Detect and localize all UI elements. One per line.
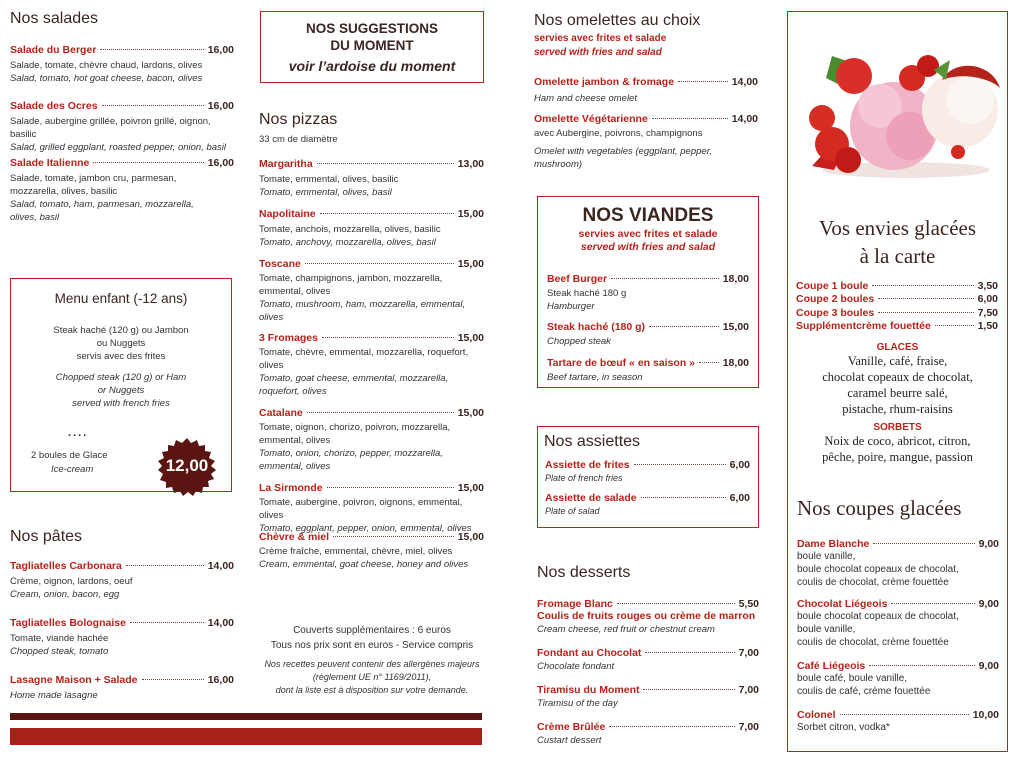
item-name: 3 Fromages bbox=[259, 332, 318, 344]
item-name: Assiette de frites bbox=[545, 459, 630, 471]
footer-allergens: Nos recettes peuvent contenir des allergènes majeurs bbox=[264, 659, 480, 669]
desserts-title: Nos desserts bbox=[537, 564, 631, 581]
item-price: 14,00 bbox=[731, 76, 758, 88]
menu-enfant-dessert: 2 boules de Glace bbox=[31, 450, 108, 461]
item-price: 15,00 bbox=[457, 531, 484, 543]
item-desc-en: Chopped steak bbox=[547, 336, 611, 347]
creme-brulee bbox=[537, 721, 759, 747]
suggestions-box bbox=[260, 11, 484, 83]
item-name: Toscane bbox=[259, 258, 301, 270]
item-desc: coulis de chocolat, crème fouettée bbox=[797, 577, 949, 588]
item-desc-en: Ham and cheese omelet bbox=[534, 93, 637, 104]
footer-line: Couverts supplémentaires : 6 euros bbox=[293, 625, 451, 636]
price-badge-value: 12,00 bbox=[165, 456, 209, 475]
item-desc: mozzarella, olives, basilic bbox=[10, 186, 118, 197]
fromage-blanc bbox=[537, 598, 759, 636]
item-desc: boule vanille, bbox=[797, 624, 856, 635]
item-price: 7,50 bbox=[977, 307, 998, 319]
menu-enfant-dots: .... bbox=[68, 427, 89, 439]
pizza-chevre-miel bbox=[259, 531, 484, 571]
tiramisu bbox=[537, 684, 759, 710]
viandes-box bbox=[537, 196, 759, 388]
pizzas-title: Nos pizzas bbox=[259, 111, 338, 128]
item-price: 15,00 bbox=[457, 208, 484, 220]
item-name: Lasagne Maison + Salade bbox=[10, 674, 138, 686]
pizza-3-fromages bbox=[259, 332, 484, 398]
menu-enfant-line: Steak haché (120 g) ou Jambon bbox=[53, 325, 189, 336]
item-desc-en: emmental, olives bbox=[259, 461, 331, 472]
item-desc: emmental, olives bbox=[259, 435, 331, 446]
item-name: Omelette jambon & fromage bbox=[534, 76, 675, 88]
item-price: 7,00 bbox=[738, 684, 759, 696]
item-desc-en: olives, basil bbox=[10, 212, 60, 223]
item-name: Fondant au Chocolat bbox=[537, 647, 642, 659]
item-desc-en: Salad, tomato, hot goat cheese, bacon, olives bbox=[10, 73, 203, 84]
item-desc-en: Tomato, goat cheese, emmental, mozzarella, bbox=[259, 373, 449, 384]
pizza-la-sirmonde bbox=[259, 482, 484, 535]
item-desc-en: Beef tartare, in season bbox=[547, 372, 643, 383]
pizza-catalane bbox=[259, 407, 484, 473]
item-desc-en: Hamburger bbox=[547, 301, 595, 312]
menu-enfant-box bbox=[10, 278, 232, 492]
salade-italienne bbox=[10, 157, 234, 224]
item-desc-en: Chocolate fondant bbox=[537, 661, 615, 672]
item-price: 5,50 bbox=[738, 598, 759, 610]
item-desc: olives bbox=[259, 360, 284, 371]
item-desc-en: Cream, emmental, goat cheese, honey and olives bbox=[259, 559, 469, 570]
glaces-title: Vos envies glacées bbox=[818, 216, 977, 240]
item-price: 14,00 bbox=[731, 113, 758, 125]
item-price: 6,00 bbox=[729, 459, 750, 471]
tartare-boeuf bbox=[547, 357, 749, 384]
dame-blanche bbox=[797, 538, 999, 589]
suggestions-title: NOS SUGGESTIONS bbox=[305, 21, 439, 36]
item-desc-en: Chopped steak, tomato bbox=[10, 646, 109, 657]
item-desc: boule vanille, bbox=[797, 551, 856, 562]
chocolat-liegeois bbox=[797, 598, 999, 649]
item-name: Tagliatelles Carbonara bbox=[10, 560, 122, 572]
item-desc: Tomate, oignon, chorizo, poivron, mozzarella, bbox=[259, 422, 451, 433]
item-price: 18,00 bbox=[722, 357, 749, 369]
tagliatelles-bolognaise bbox=[10, 617, 234, 658]
menu-enfant-en: Chopped steak (120 g) or Ham bbox=[55, 372, 187, 383]
item-name: Crème Brûlée bbox=[537, 721, 606, 733]
footer-allergens: (règlement UE n° 1169/2011), bbox=[312, 672, 432, 682]
item-name: Fromage Blanc bbox=[537, 598, 613, 610]
flavour-line: Vanille, café, fraise, bbox=[847, 354, 948, 368]
item-name: La Sirmonde bbox=[259, 482, 323, 494]
sorbet-line: pêche, poire, mangue, passion bbox=[822, 450, 973, 464]
item-price: 16,00 bbox=[207, 674, 234, 686]
omelettes-subtitle: servies avec frites et salade bbox=[534, 33, 667, 44]
supplement-creme bbox=[796, 320, 998, 332]
item-desc-en: Plate of salad bbox=[545, 506, 600, 516]
item-price: 15,00 bbox=[722, 321, 749, 333]
tagliatelles-carbonara bbox=[10, 560, 234, 601]
item-desc: Tomate, chèvre, emmental, mozzarella, roquefort, bbox=[259, 347, 469, 358]
item-price: 13,00 bbox=[457, 158, 484, 170]
menu-enfant-title: Menu enfant (-12 ans) bbox=[54, 291, 188, 306]
item-desc: Sorbet citron, vodka* bbox=[797, 722, 890, 733]
footer-notes bbox=[246, 624, 498, 697]
item-desc: Tomate, anchois, mozzarella, olives, basilic bbox=[259, 224, 441, 235]
item-price: 15,00 bbox=[457, 407, 484, 419]
item-price: 7,00 bbox=[738, 721, 759, 733]
steak-hache bbox=[547, 321, 749, 348]
item-name: Coulis de fruits rouges ou crème de marron bbox=[537, 610, 756, 622]
item-name: Assiette de salade bbox=[545, 492, 637, 504]
salades-title: Nos salades bbox=[10, 10, 99, 27]
sorbet-line: Noix de coco, abricot, citron, bbox=[824, 434, 971, 448]
pizza-napolitaine bbox=[259, 208, 484, 249]
omelette-jambon-fromage bbox=[534, 76, 758, 105]
item-price: 14,00 bbox=[207, 560, 234, 572]
item-desc-en: Omelet with vegetables (eggplant, pepper, bbox=[534, 146, 712, 157]
item-price: 7,00 bbox=[738, 647, 759, 659]
item-desc-en: roquefort, olives bbox=[259, 386, 327, 397]
item-price: 9,00 bbox=[978, 538, 999, 550]
item-desc-en: Tomato, emmental, olives, basil bbox=[259, 187, 392, 198]
assiette-frites bbox=[545, 459, 750, 485]
item-desc-en: Cream, onion, bacon, egg bbox=[10, 589, 120, 600]
item-desc: Salade, aubergine grillée, poivron grillé, oignon, basilic bbox=[10, 116, 211, 140]
item-price: 14,00 bbox=[207, 617, 234, 629]
item-name: Salade des Ocres bbox=[10, 100, 98, 112]
item-desc: Crème, oignon, lardons, oeuf bbox=[10, 576, 133, 587]
item-name: Margaritha bbox=[259, 158, 313, 170]
item-desc-en: Tomato, anchovy, mozzarella, olives, basil bbox=[259, 237, 436, 248]
item-desc: Steak haché 180 g bbox=[547, 288, 627, 299]
item-price: 15,00 bbox=[457, 332, 484, 344]
footer-line: Tous nos prix sont en euros - Service compris bbox=[270, 640, 474, 651]
item-name: Omelette Végétarienne bbox=[534, 113, 648, 125]
glaces-title: à la carte bbox=[859, 244, 936, 268]
item-desc: Tomate, champignons, jambon, mozzarella, bbox=[259, 273, 443, 284]
viandes-subtitle: servies avec frites et salade bbox=[578, 228, 718, 240]
item-name: Chocolat Liégeois bbox=[797, 598, 888, 610]
sorbets-label: SORBETS bbox=[873, 422, 922, 433]
item-desc: coulis de café, crème fouettée bbox=[797, 686, 931, 697]
omelette-vegetarienne bbox=[534, 113, 758, 171]
item-desc-en: mushroom) bbox=[534, 159, 583, 170]
footer-allergens: dont la liste est à disposition sur votre demande. bbox=[275, 685, 469, 695]
assiette-salade bbox=[545, 492, 750, 518]
menu-enfant-en: served with french fries bbox=[72, 398, 170, 409]
item-name: Dame Blanche bbox=[797, 538, 870, 550]
item-name: Coupe 1 boule bbox=[796, 280, 869, 292]
pizzas-subtitle: 33 cm de diamètre bbox=[259, 134, 338, 145]
item-name: Napolitaine bbox=[259, 208, 316, 220]
item-desc: boule chocolat copeaux de chocolat, bbox=[797, 564, 959, 575]
item-desc-en: Home made lasagne bbox=[10, 690, 98, 701]
assiettes-title: Nos assiettes bbox=[544, 433, 641, 450]
coupe-3-boules bbox=[796, 307, 998, 319]
item-name: Supplémentcrème fouettée bbox=[796, 320, 931, 332]
footer-bar-red bbox=[10, 728, 482, 745]
item-desc: Salade, tomate, chèvre chaud, lardons, olives bbox=[10, 60, 203, 71]
item-name: Steak haché (180 g) bbox=[547, 321, 646, 333]
item-name: Café Liégeois bbox=[797, 660, 866, 672]
item-desc: emmental, olives bbox=[259, 286, 331, 297]
item-desc-en: Salad, tomato, ham, parmesan, mozzarella, bbox=[10, 199, 194, 210]
coupe-2-boules bbox=[796, 293, 998, 305]
footer-bar-dark bbox=[10, 713, 482, 720]
item-desc: boule café, boule vanille, bbox=[797, 673, 908, 684]
beef-burger bbox=[547, 273, 749, 313]
item-desc: Crème fraîche, emmental, chèvre, miel, olives bbox=[259, 546, 453, 557]
coupe-1-boule bbox=[796, 280, 998, 292]
item-price: 18,00 bbox=[722, 273, 749, 285]
item-desc: coulis de chocolat, crème fouettée bbox=[797, 637, 949, 648]
lasagne-maison bbox=[10, 674, 234, 702]
item-desc-en: Tomato, mushroom, ham, mozzarella, emmental, bbox=[259, 299, 466, 310]
pizza-toscane bbox=[259, 258, 484, 324]
price-badge bbox=[157, 437, 217, 497]
item-name: Colonel bbox=[797, 709, 836, 721]
coupes-title: Nos coupes glacées bbox=[797, 496, 962, 520]
flavour-line: pistache, rhum-raisins bbox=[842, 402, 953, 416]
item-price: 16,00 bbox=[207, 100, 234, 112]
glaces-panel bbox=[787, 11, 1008, 752]
menu-enfant-line: servis avec des frites bbox=[76, 351, 166, 362]
suggestions-title: DU MOMENT bbox=[330, 38, 414, 53]
item-desc-en: Tomato, onion, chorizo, pepper, mozzarella, bbox=[259, 448, 443, 459]
ice-cream-illustration bbox=[794, 48, 1002, 184]
item-name: Coupe 2 boules bbox=[796, 293, 875, 305]
item-desc: Tomate, emmental, olives, basilic bbox=[259, 174, 399, 185]
item-name: Coupe 3 boules bbox=[796, 307, 875, 319]
item-price: 1,50 bbox=[977, 320, 998, 332]
salade-berger bbox=[10, 44, 234, 85]
item-desc-en: Custart dessert bbox=[537, 735, 602, 746]
flavour-line: chocolat copeaux de chocolat, bbox=[822, 370, 973, 384]
assiettes-box bbox=[537, 426, 759, 528]
menu-enfant-line: ou Nuggets bbox=[96, 338, 146, 349]
item-desc-en: olives bbox=[259, 312, 284, 323]
item-name: Chèvre & miel bbox=[259, 531, 330, 543]
fondant-chocolat bbox=[537, 647, 759, 673]
item-price: 16,00 bbox=[207, 157, 234, 169]
item-desc: Tomate, viande hachée bbox=[10, 633, 109, 644]
colonel bbox=[797, 709, 999, 734]
menu-enfant-dessert-en: Ice-cream bbox=[51, 464, 94, 475]
item-desc-en: Tomato, eggplant, pepper, onion, emmental, olives bbox=[259, 523, 472, 534]
item-price: 15,00 bbox=[457, 258, 484, 270]
item-name: Salade du Berger bbox=[10, 44, 97, 56]
glaces-flavours bbox=[788, 342, 1007, 465]
item-name: Salade Italienne bbox=[10, 157, 90, 169]
pizza-margaritha bbox=[259, 158, 484, 199]
suggestions-subtitle: voir l’ardoise du moment bbox=[288, 58, 456, 74]
salade-ocres bbox=[10, 100, 234, 154]
item-desc: Salade, tomate, jambon cru, parmesan, bbox=[10, 173, 177, 184]
pates-title: Nos pâtes bbox=[10, 528, 83, 545]
item-price: 10,00 bbox=[972, 709, 999, 721]
flavour-line: caramel beurre salé, bbox=[847, 386, 948, 400]
item-desc: Tomate, aubergine, poivron, oignons, emmental, olives bbox=[259, 497, 463, 521]
item-name: Catalane bbox=[259, 407, 303, 419]
item-price: 9,00 bbox=[978, 598, 999, 610]
item-price: 3,50 bbox=[977, 280, 998, 292]
omelettes-subtitle-en: served with fries and salad bbox=[534, 47, 662, 58]
omelettes-title: Nos omelettes au choix bbox=[534, 12, 701, 29]
item-desc-en: Cream cheese, red fruit or chestnut cream bbox=[537, 624, 715, 635]
item-name: Beef Burger bbox=[547, 273, 608, 285]
item-price: 15,00 bbox=[457, 482, 484, 494]
glaces-label: GLACES bbox=[876, 342, 919, 353]
item-desc-en: Tiramisu of the day bbox=[537, 698, 618, 709]
item-desc: boule chocolat copeaux de chocolat, bbox=[797, 611, 959, 622]
item-price: 9,00 bbox=[978, 660, 999, 672]
item-desc-en: Salad, grilled eggplant, roasted pepper, onion, basil bbox=[10, 142, 227, 153]
item-desc: avec Aubergine, poivrons, champignons bbox=[534, 128, 703, 139]
cafe-liegeois bbox=[797, 660, 999, 698]
menu-enfant-en: or Nuggets bbox=[97, 385, 145, 396]
item-name: Tagliatelles Bolognaise bbox=[10, 617, 126, 629]
item-price: 16,00 bbox=[207, 44, 234, 56]
viandes-subtitle-en: served with fries and salad bbox=[580, 241, 716, 253]
item-name: Tartare de bœuf « en saison » bbox=[547, 357, 696, 369]
item-price: 6,00 bbox=[729, 492, 750, 504]
viandes-title: NOS VIANDES bbox=[582, 205, 714, 226]
item-name: Tiramisu du Moment bbox=[537, 684, 640, 696]
item-desc-en: Plate of french fries bbox=[545, 473, 623, 483]
item-price: 6,00 bbox=[977, 293, 998, 305]
